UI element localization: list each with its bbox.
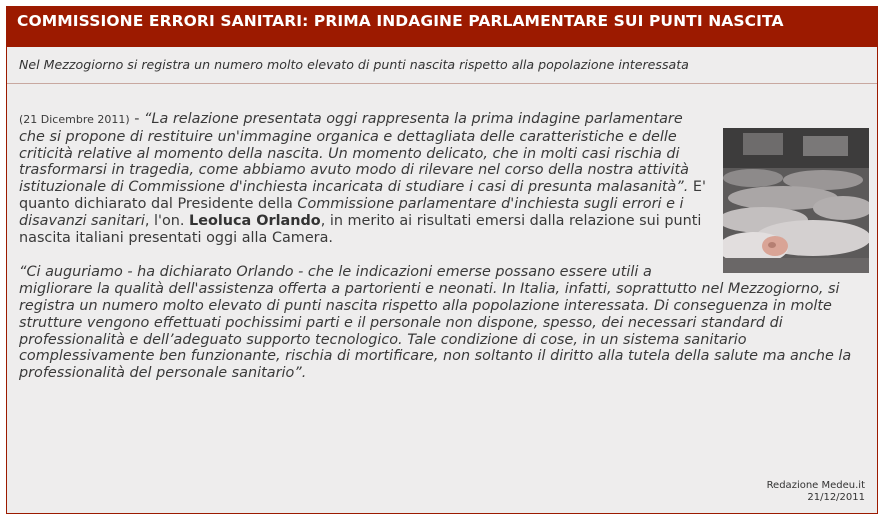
article-subtitle: Nel Mezzogiorno si registra un numero molto elevato di punti nascita rispetto alla popolazione interessata (19, 57, 689, 72)
text-3: , in merito ai risultati emersi dalla relazione sui punti nascita italiani presentati oggi alla Camera. (19, 212, 702, 246)
article-title: COMMISSIONE ERRORI SANITARI: PRIMA INDAGINE PARLAMENTARE SUI PUNTI NASCITA (7, 7, 877, 47)
quote-1: “La relazione presentata oggi rappresenta la prima indagine parlamentare che si propone di restituire un'immagine organica e dettagliata delle caratteristiche e delle criticità relative al momento della nascita. Un momento delicato, che in molti casi rischia di trasformarsi in tragedia, come abbiamo avuto modo di rilevare nel corso della nostra attività istituzionale di Commissione d'inchiesta incaricata di studiare i casi di presunta malasanità”. (19, 111, 689, 196)
article-panel (6, 6, 878, 514)
text-1: E' quanto dichiarato dal Presidente della (19, 179, 706, 212)
newborn-ward-photo (723, 128, 869, 273)
commission-name: Commissione parlamentare d'inchiesta sugli errori e i disavanzi sanitari (19, 195, 684, 229)
person-name: Leoluca Orlando (189, 212, 321, 229)
article-body (7, 111, 877, 382)
signature-date: 21/12/2011 (807, 492, 865, 503)
text-2: , l'on. (144, 212, 190, 229)
photo-illustration (723, 128, 869, 273)
divider (7, 83, 877, 84)
paragraph-2: “Ci auguriamo - ha dichiarato Orlando - che le indicazioni emerse possano essere utili a migliorare la qualità dell'assistenza offerta a partorienti e neonati. In Italia, infatti, soprattutto nel Mezzogiorno, si registra un numero molto elevato di punti nascita rispetto alla popolazione interessata. Di conseguenza in molte strutture vengono effettuati pochissimi parti e il personale non dispone, spesso, dei necessari standard di professionalità e dell’adeguato supporto tecnologico. Tale condizione di cose, in un sistema sanitario complessivamente ben funzionante, rischia di mortificare, non soltanto il diritto alla tutela della salute ma anche la professionalità del personale sanitario”. (19, 264, 852, 382)
article-date: (21 Dicembre 2011) (19, 113, 130, 126)
signature (767, 480, 865, 504)
date-separator: - (129, 111, 144, 127)
signature-author: Redazione Medeu.it (766, 480, 865, 491)
